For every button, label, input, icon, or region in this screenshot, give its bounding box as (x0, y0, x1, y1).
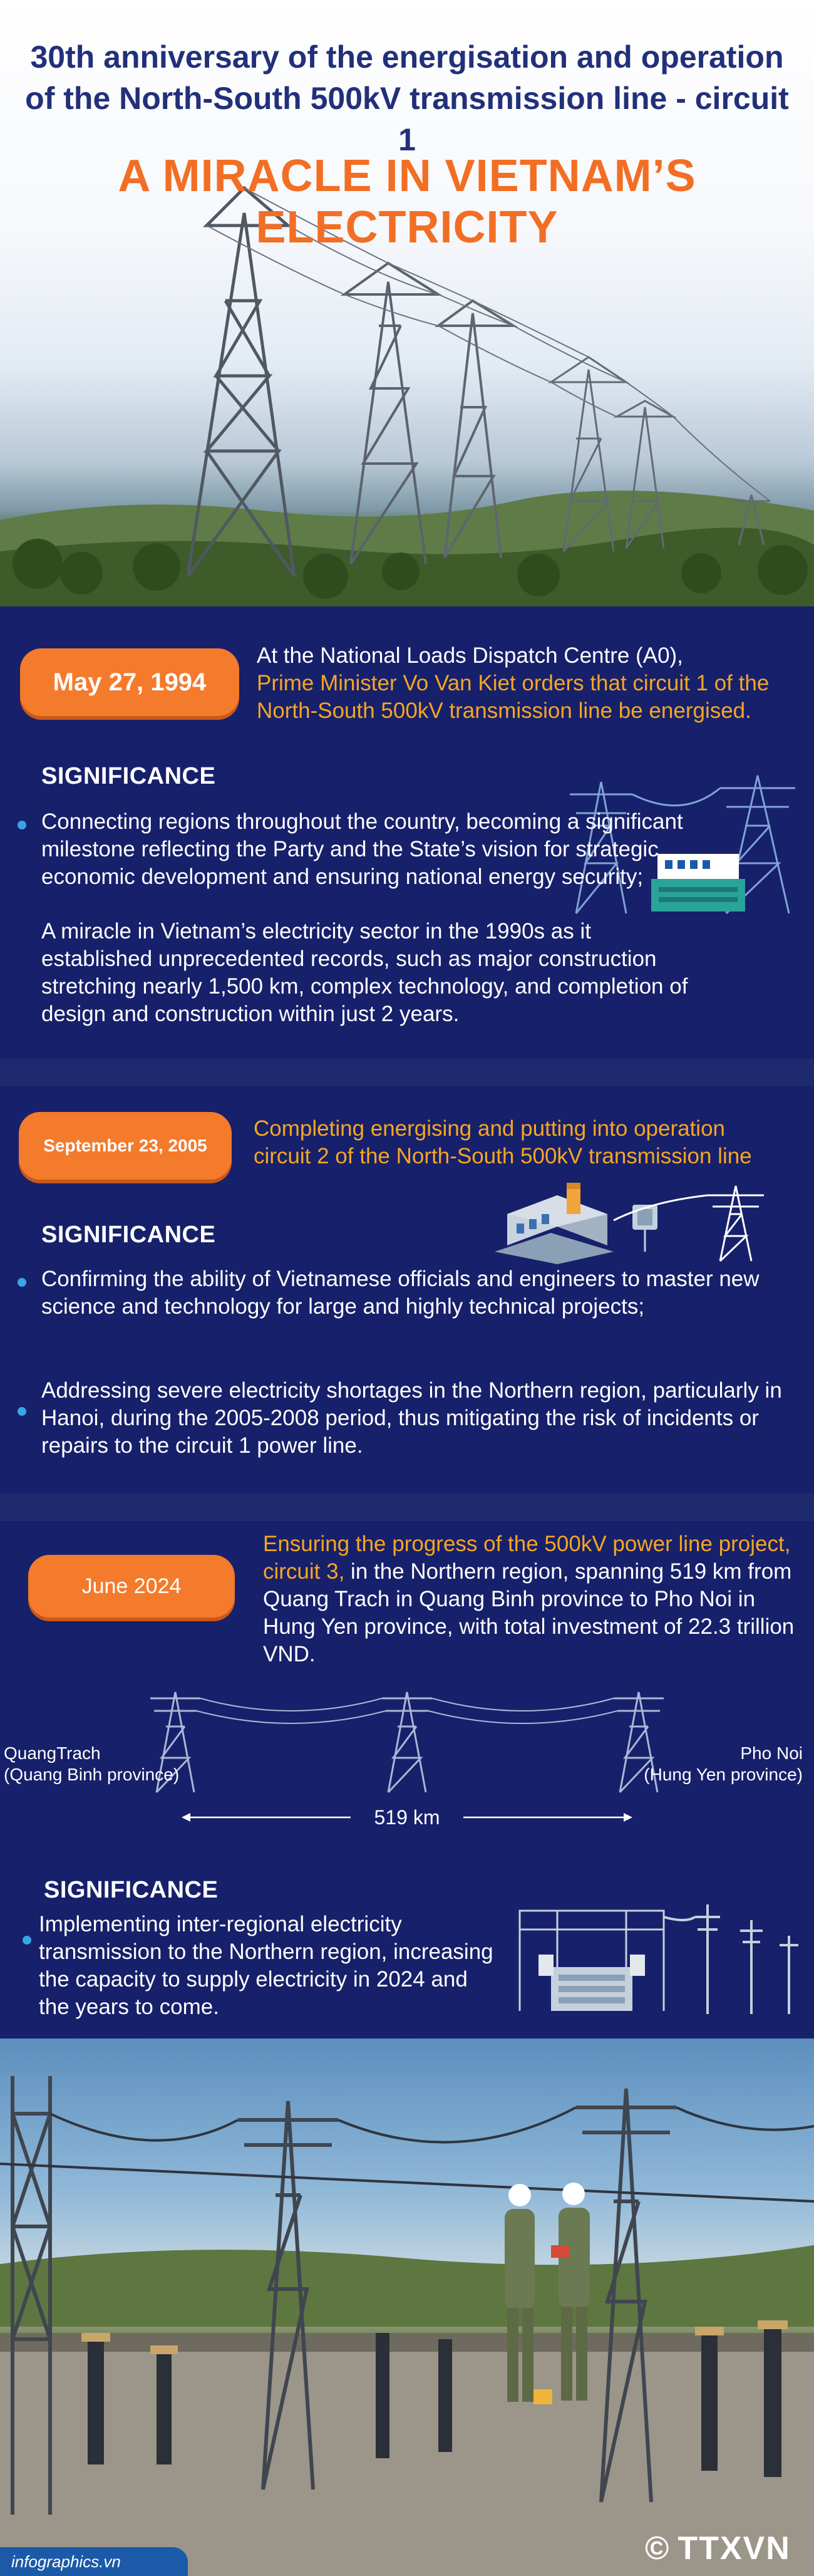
route-end-province: (Hung Yen province) (644, 1765, 803, 1784)
point-1994-1: Connecting regions throughout the country, becoming a significant milestone reflecting the Party and the State’s vision for strategic economic development and ensuring national energy security; (41, 809, 683, 889)
significance-label-2024: SIGNIFICANCE (44, 1877, 219, 1903)
point-2024-1: Implementing inter-regional electricity transmission to the Northern region, increasing the capacity to supply electricity in 2024 and the years to come. (39, 1912, 493, 2019)
agency-name: TTXVN (677, 2530, 791, 2567)
route-end-name: Pho Noi (740, 1743, 803, 1763)
substation-illustration (513, 1892, 801, 2017)
intro-2024 (263, 1530, 801, 1668)
date-badge-2005: September 23, 2005 (19, 1112, 232, 1180)
section-divider (0, 1493, 814, 1521)
footer-site-label[interactable]: infographics.vn (0, 2547, 188, 2576)
section-divider (0, 1059, 814, 1086)
significance-label-1994: SIGNIFICANCE (41, 763, 216, 789)
substation-workers-photo (0, 2038, 814, 2576)
substation-scene (0, 2038, 814, 2576)
intro-1994-orange: Prime Minister Vo Van Kiet orders that circuit 1 of the North-South 500kV transmission line be energised. (257, 671, 770, 723)
hero-title: A MIRACLE IN VIETNAM’S ELECTRICITY (118, 151, 696, 252)
route-distance: 519 km (374, 1806, 440, 1829)
route-start-province: (Quang Binh province) (4, 1765, 180, 1784)
factory-pylon-illustration (488, 1176, 789, 1264)
significance-label-2005: SIGNIFICANCE (41, 1222, 216, 1248)
bullet-2005-2 (18, 1407, 26, 1416)
intro-1994 (257, 642, 795, 725)
point-2005-1: Confirming the ability of Vietnamese officials and engineers to master new science and technology for large and highly technical projects; (41, 1267, 760, 1319)
date-badge-2024: June 2024 (28, 1555, 235, 1618)
intro-2005: Completing energising and putting into operation circuit 2 of the North-South 500kV transmission line (254, 1116, 752, 1168)
intro-2024-white: in the Northern region, spanning 519 km from Quang Trach in Quang Binh province to Pho Noi in Hung Yen province, with total investment of 22.3 trillion VND. (263, 1559, 795, 1666)
route-start (4, 1743, 179, 1785)
hero-banner (0, 0, 814, 606)
agency-logo (645, 2531, 801, 2566)
hero-subtitle: 30th anniversary of the energisation and operation of the North-South 500kV transmission line - circuit 1 (25, 39, 789, 157)
route-start-name: QuangTrach (4, 1743, 101, 1763)
route-pylons-illustration (125, 1683, 689, 1795)
point-1994-2: A miracle in Vietnam’s electricity sector in the 1990s as it established unprecedented records, such as major construction stretching nearly 1,500 km, complex technology, and completion of design and construction within just 2 years. (41, 919, 688, 1026)
bullet-2005-1 (18, 1278, 26, 1287)
intro-2024-orange: Ensuring the progress of the 500kV power line project, circuit 3, (263, 1532, 791, 1584)
route-end (632, 1743, 803, 1785)
bullet-2024-1 (23, 1936, 31, 1945)
bullet-1994-1 (18, 821, 26, 829)
date-badge-1994: May 27, 1994 (20, 648, 239, 716)
point-2005-2: Addressing severe electricity shortages in the Northern region, particularly in Hanoi, during the 2005-2008 period, thus mitigating the risk of incidents or repairs to the circuit 1 power line. (41, 1378, 782, 1458)
copyright-icon: © (645, 2530, 671, 2567)
intro-1994-white: At the National Loads Dispatch Centre (A0), (257, 643, 683, 668)
